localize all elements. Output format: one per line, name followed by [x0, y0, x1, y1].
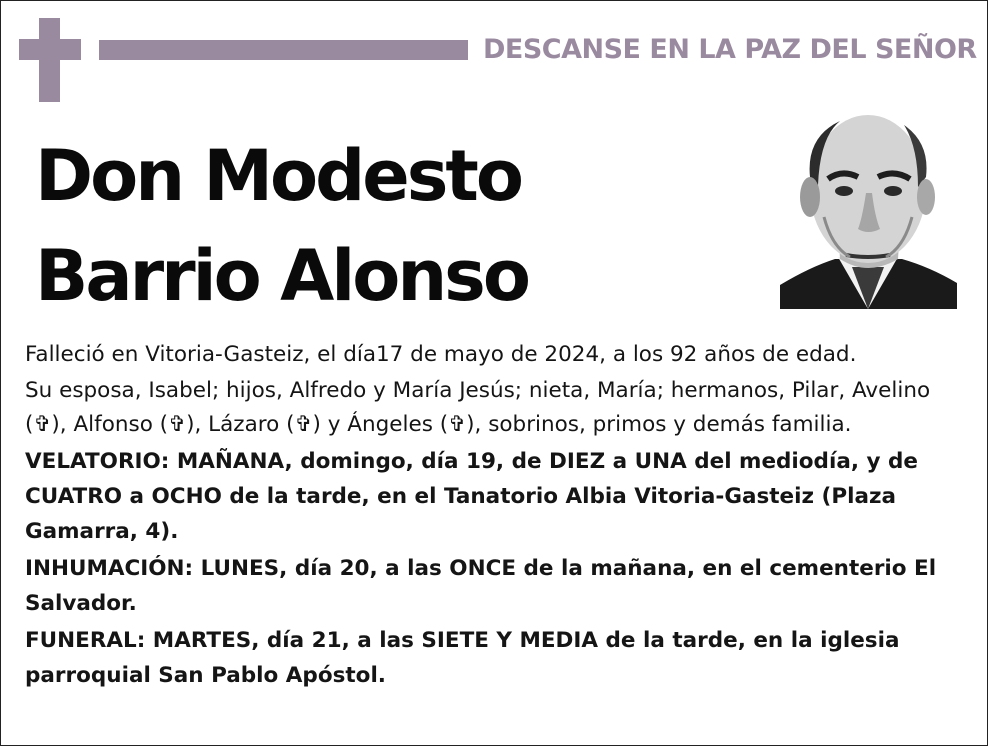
velatorio-paragraph: VELATORIO: MAÑANA, domingo, día 19, de DIEZ a UNA del mediodía, y de CUATRO a OCHO de la tarde, en el Tanatorio Albia Vitoria-Gasteiz (Plaza Gamarra, 4). — [25, 449, 918, 544]
deceased-name-line1: Don Modesto — [35, 135, 521, 217]
portrait-photo — [780, 107, 957, 309]
obituary-body — [25, 338, 960, 695]
inhumacion-paragraph: INHUMACIÓN: LUNES, día 20, a las ONCE de la mañana, en el cementerio El Salvador. — [25, 556, 937, 616]
portrait-illustration — [780, 107, 957, 309]
header-divider — [99, 40, 468, 60]
death-paragraph: Falleció en Vitoria-Gasteiz, el día17 de mayo de 2024, a los 92 años de edad. — [25, 342, 857, 367]
family-paragraph: Su esposa, Isabel; hijos, Alfredo y María Jesús; nieta, María; hermanos, Pilar, Avelino (✞), Alfonso (✞), Lázaro (✞) y Ángeles (✞), sobrinos, primos y demás familia. — [25, 378, 931, 437]
deceased-name-line2: Barrio Alonso — [35, 235, 528, 317]
funeral-paragraph: FUNERAL: MARTES, día 21, a las SIETE Y MEDIA de la tarde, en la iglesia parroquial San Pablo Apóstol. — [25, 628, 900, 688]
cross-icon — [39, 18, 60, 102]
header-title: DESCANSE EN LA PAZ DEL SEÑOR — [483, 34, 977, 65]
cross-icon-arm — [19, 39, 81, 60]
